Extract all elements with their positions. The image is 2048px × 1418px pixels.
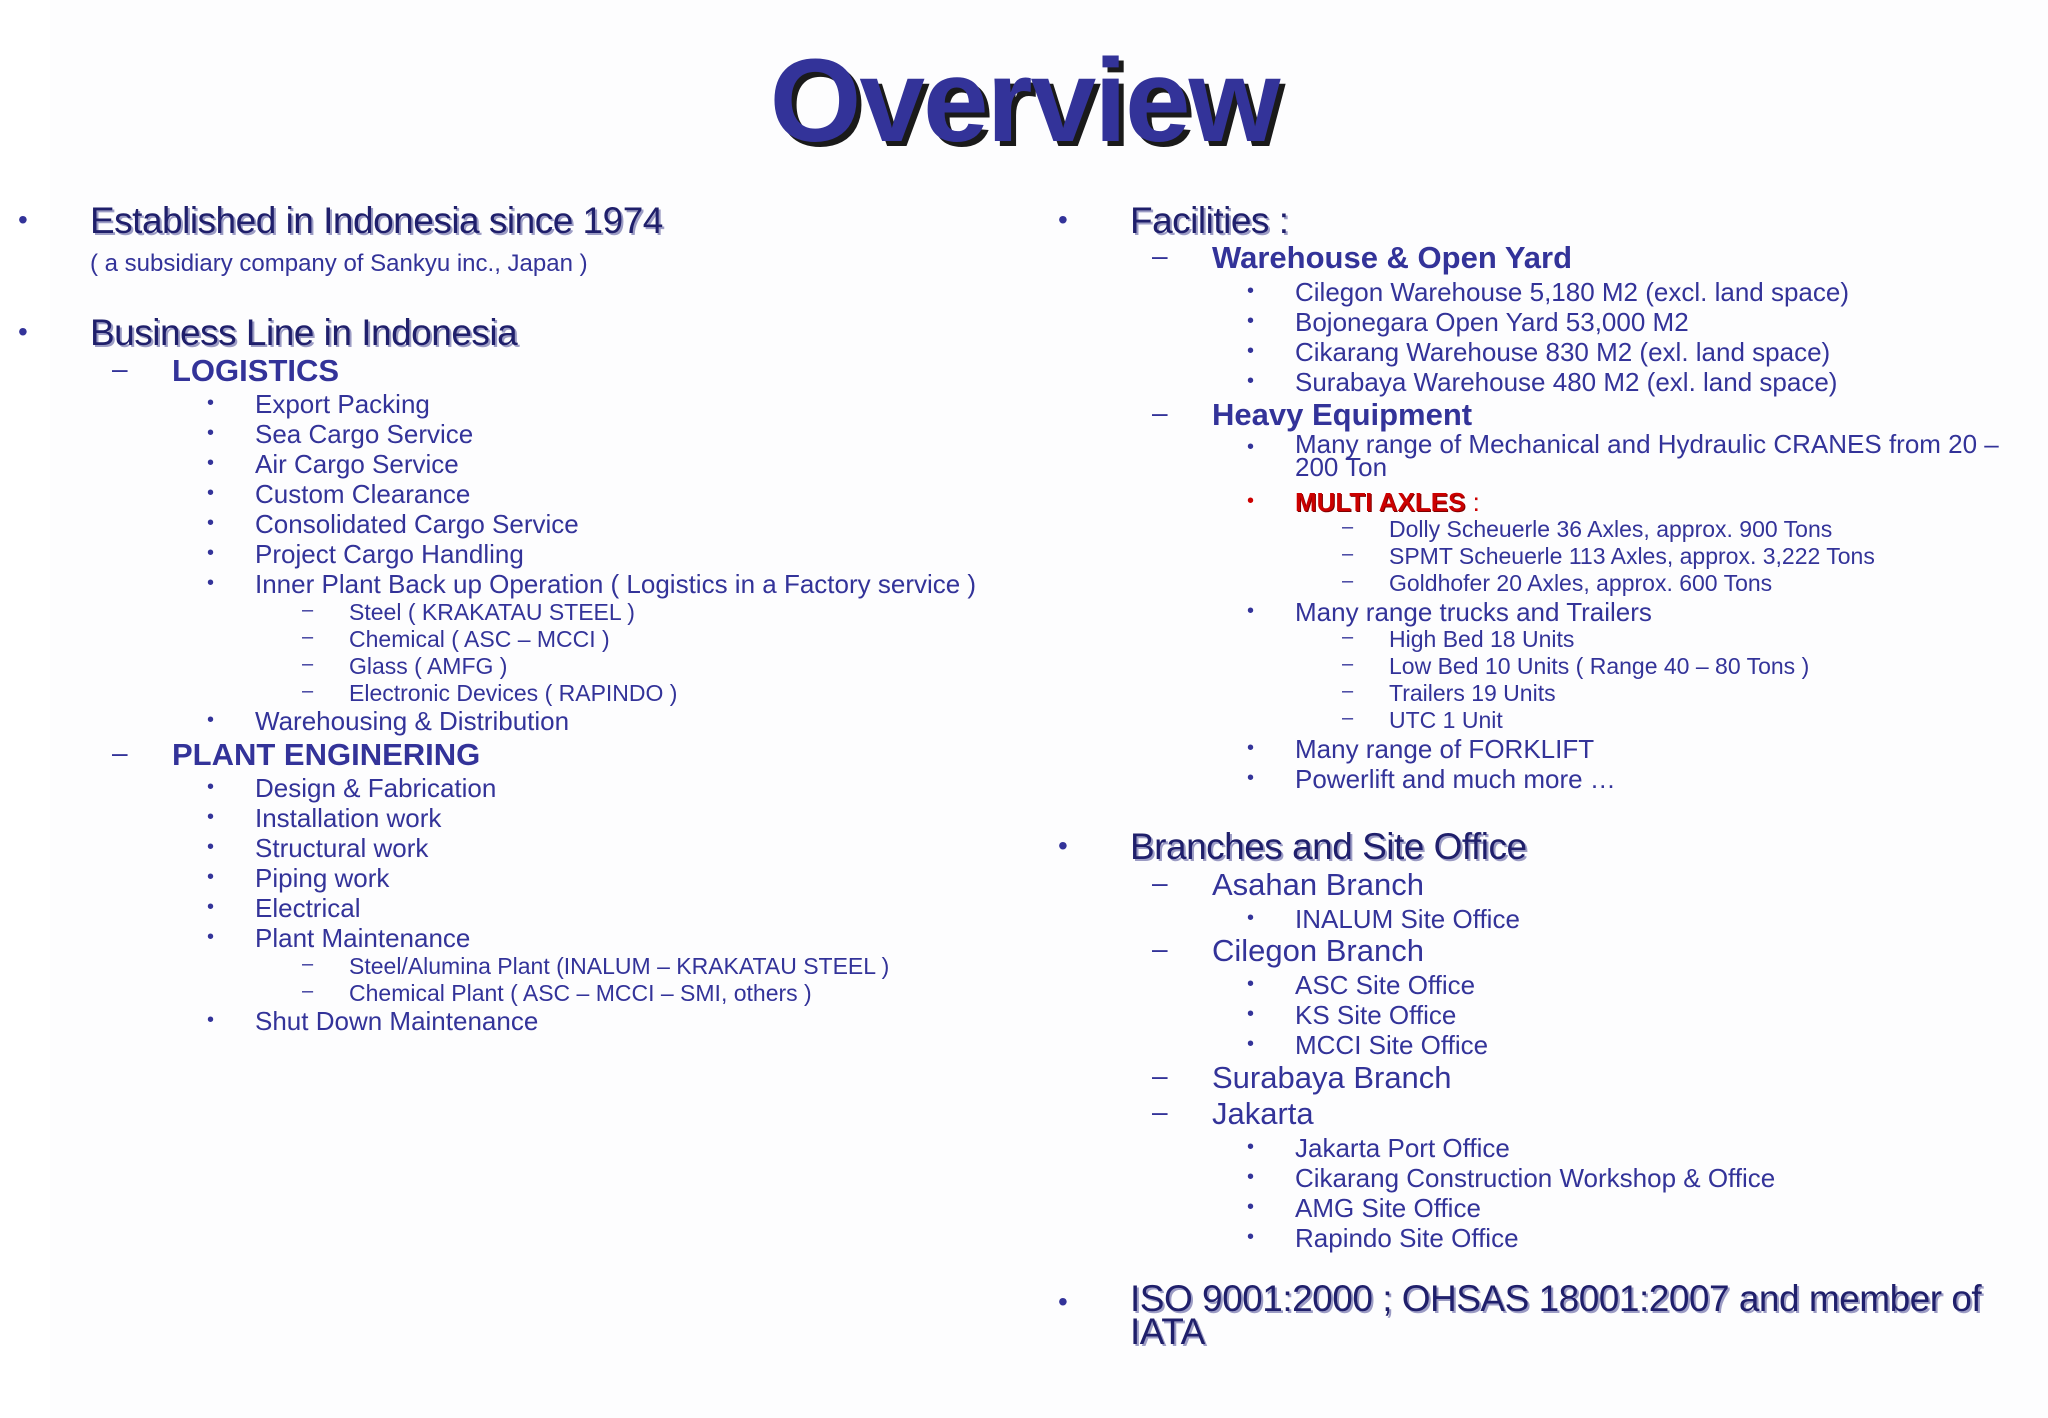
plant-item-text: Plant Maintenance [255, 923, 471, 953]
dash-icon: – [302, 599, 314, 621]
warehouse-item-text: Cilegon Warehouse 5,180 M2 (excl. land space) [1295, 277, 1849, 307]
sub-item-text: High Bed 18 Units [1389, 626, 1575, 652]
dash-icon: – [1152, 397, 1168, 428]
warehouse-item-text: Cikarang Warehouse 830 M2 (exl. land space) [1295, 337, 1831, 367]
bullet-icon: • [1247, 1226, 1255, 1248]
sub-item-text: SPMT Scheuerle 113 Axles, approx. 3,222 Tons [1389, 543, 1875, 569]
bullet-icon: • [1247, 1196, 1255, 1218]
bullet-icon: • [18, 316, 28, 347]
bullet-icon: • [1247, 370, 1255, 392]
dash-icon: – [302, 653, 314, 675]
cilegon-branch-label: Cilegon Branch [1212, 933, 1424, 968]
logistics-item-text: Custom Clearance [255, 479, 471, 509]
bullet-icon: • [1247, 907, 1255, 929]
site-office-text: Cikarang Construction Workshop & Office [1295, 1163, 1776, 1193]
dash-icon: – [302, 626, 314, 648]
plant-item-text: Installation work [255, 803, 442, 833]
sub-item-text: Steel/Alumina Plant (INALUM – KRAKATAU STEEL ) [349, 953, 890, 979]
multi-axles-colon: : [1472, 487, 1480, 517]
logistics-item-text: Sea Cargo Service [255, 419, 474, 449]
bullet-icon: • [1247, 436, 1255, 458]
dash-icon: – [112, 737, 128, 768]
warehouse-label: Warehouse & Open Yard [1212, 240, 1573, 275]
dash-icon: – [1152, 933, 1168, 964]
bullet-icon: • [207, 1009, 215, 1031]
bullet-icon: • [207, 806, 215, 828]
subsidiary-note: ( a subsidiary company of Sankyu inc., Japan ) [90, 250, 588, 277]
bullet-icon: • [1247, 767, 1255, 789]
logistics-item-text: Project Cargo Handling [255, 539, 524, 569]
bullet-icon: • [1247, 490, 1255, 512]
bullet-icon: • [1247, 310, 1255, 332]
asahan-branch-label: Asahan Branch [1212, 867, 1424, 902]
dash-icon: – [1152, 240, 1168, 271]
bullet-icon: • [1247, 973, 1255, 995]
trucks-text: Many range trucks and Trailers [1295, 597, 1652, 627]
bullet-icon: • [207, 542, 215, 564]
plant-item-text: Piping work [255, 863, 390, 893]
plant-item-text: Structural work [255, 833, 429, 863]
logistics-label: LOGISTICS [172, 353, 340, 388]
branches-label: Branches and Site Office [1130, 826, 1527, 867]
bullet-icon: • [207, 926, 215, 948]
warehouse-item-text: Surabaya Warehouse 480 M2 (exl. land space) [1295, 367, 1838, 397]
multi-axles-label: MULTI AXLES [1295, 487, 1466, 517]
bullet-icon: • [18, 204, 28, 235]
sub-item-text: Goldhofer 20 Axles, approx. 600 Tons [1389, 570, 1773, 596]
bullet-icon: • [207, 866, 215, 888]
sub-item-text: Electronic Devices ( RAPINDO ) [349, 680, 678, 706]
bullet-icon: • [207, 776, 215, 798]
bullet-icon: • [1247, 1033, 1255, 1055]
dash-icon: – [112, 353, 128, 384]
bullet-icon: • [1247, 600, 1255, 622]
dash-icon: – [302, 980, 314, 1002]
logistics-item-text: Inner Plant Back up Operation ( Logistics in a Factory service ) [255, 569, 977, 599]
site-office-text: AMG Site Office [1295, 1193, 1481, 1223]
bullet-icon: • [207, 512, 215, 534]
site-office-text: Rapindo Site Office [1295, 1223, 1519, 1253]
sub-item-text: Chemical Plant ( ASC – MCCI – SMI, others ) [349, 980, 812, 1006]
sub-item-text: UTC 1 Unit [1389, 707, 1503, 733]
surabaya-branch-label: Surabaya Branch [1212, 1060, 1452, 1095]
logistics-item-text: Warehousing & Distribution [255, 706, 570, 736]
bullet-icon: • [207, 422, 215, 444]
dash-icon: – [1342, 570, 1354, 592]
facilities-label: Facilities : [1130, 200, 1289, 241]
sub-item-text: Dolly Scheuerle 36 Axles, approx. 900 Tons [1389, 516, 1833, 542]
logistics-item-text: Consolidated Cargo Service [255, 509, 579, 539]
site-office-text: MCCI Site Office [1295, 1030, 1489, 1060]
business-line-label: Business Line in Indonesia [90, 312, 518, 353]
forklift-text: Many range of FORKLIFT [1295, 734, 1595, 764]
bullet-icon: • [1247, 1003, 1255, 1025]
cranes-text: Many range of Mechanical and Hydraulic CRANES from 20 – 200 Ton [1295, 429, 1999, 482]
bullet-icon: • [1058, 204, 1068, 235]
bullet-icon: • [1247, 1166, 1255, 1188]
sub-item-text: Chemical ( ASC – MCCI ) [349, 626, 610, 652]
bullet-icon: • [1247, 340, 1255, 362]
bullet-icon: • [1058, 1286, 1068, 1317]
dash-icon: – [1342, 707, 1354, 729]
bullet-icon: • [207, 896, 215, 918]
dash-icon: – [1342, 543, 1354, 565]
site-office-text: Jakarta Port Office [1295, 1133, 1510, 1163]
slide-title: Overview [769, 35, 1279, 167]
plant-engineering-label: PLANT ENGINERING [172, 737, 481, 772]
bullet-icon: • [207, 709, 215, 731]
plant-item-text: Design & Fabrication [255, 773, 497, 803]
site-office-text: KS Site Office [1295, 1000, 1457, 1030]
logistics-item-text: Export Packing [255, 389, 430, 419]
dash-icon: – [1342, 626, 1354, 648]
dash-icon: – [1342, 516, 1354, 538]
site-office-text: ASC Site Office [1295, 970, 1476, 1000]
dash-icon: – [1342, 680, 1354, 702]
bullet-icon: • [207, 572, 215, 594]
bullet-icon: • [1247, 737, 1255, 759]
sub-item-text: Glass ( AMFG ) [349, 653, 508, 679]
bullet-icon: • [207, 836, 215, 858]
logistics-item-text: Air Cargo Service [255, 449, 459, 479]
dash-icon: – [1152, 1060, 1168, 1091]
bullet-icon: • [207, 452, 215, 474]
bullet-icon: • [207, 392, 215, 414]
bullet-icon: • [1247, 1136, 1255, 1158]
powerlift-text: Powerlift and much more … [1295, 764, 1616, 794]
sub-item-text: Steel ( KRAKATAU STEEL ) [349, 599, 635, 625]
heavy-equipment-label: Heavy Equipment [1212, 397, 1473, 432]
iso-label: ISO 9001:2000 ; OHSAS 18001:2007 and member of IATA [1130, 1278, 1982, 1352]
warehouse-item-text: Bojonegara Open Yard 53,000 M2 [1295, 307, 1689, 337]
dash-icon: – [302, 680, 314, 702]
jakarta-branch-label: Jakarta [1212, 1096, 1314, 1131]
dash-icon: – [1152, 867, 1168, 898]
bullet-icon: • [1058, 830, 1068, 861]
plant-item-text: Shut Down Maintenance [255, 1006, 539, 1036]
dash-icon: – [302, 953, 314, 975]
bullet-icon: • [1247, 280, 1255, 302]
dash-icon: – [1342, 653, 1354, 675]
bullet-icon: • [207, 482, 215, 504]
sub-item-text: Low Bed 10 Units ( Range 40 – 80 Tons ) [1389, 653, 1810, 679]
sub-item-text: Trailers 19 Units [1389, 680, 1556, 706]
plant-item-text: Electrical [255, 893, 361, 923]
site-office-text: INALUM Site Office [1295, 904, 1520, 934]
dash-icon: – [1152, 1096, 1168, 1127]
established-label: Established in Indonesia since 1974 [90, 200, 663, 241]
